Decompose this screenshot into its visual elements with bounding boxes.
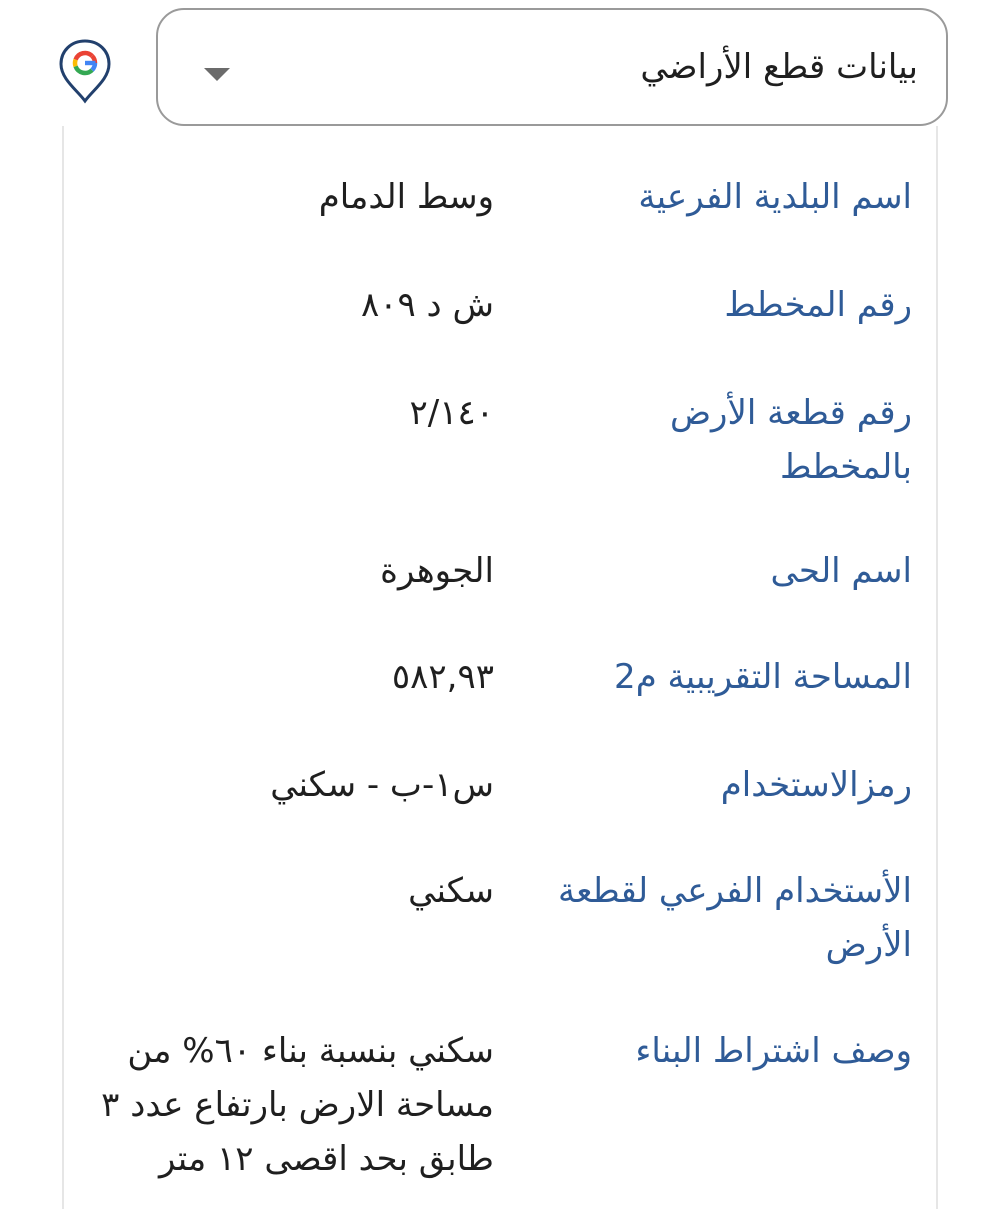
detail-label: رمزالاستخدام bbox=[720, 765, 912, 805]
detail-label: رقم المخطط bbox=[724, 285, 912, 325]
detail-value: الجوهرة bbox=[380, 551, 494, 591]
detail-label: وصف اشتراط البناء bbox=[635, 1031, 912, 1071]
detail-label: رقم قطعة الأرض بالمخطط bbox=[669, 393, 912, 487]
detail-value: س١-ب - سكني bbox=[270, 765, 494, 805]
detail-value: سكني bbox=[408, 871, 494, 911]
detail-label: المساحة التقريبية م2 bbox=[614, 657, 912, 697]
detail-label: اسم البلدية الفرعية bbox=[638, 177, 912, 217]
detail-value: ٥٨٢,٩٣ bbox=[391, 657, 494, 697]
select-value: بيانات قطع الأراضي bbox=[640, 47, 918, 87]
detail-label: الأستخدام الفرعي لقطعة الأرض bbox=[558, 871, 912, 965]
detail-value: ش د ٨٠٩ bbox=[360, 285, 494, 325]
detail-label: اسم الحى bbox=[770, 551, 912, 591]
layer-select-dropdown[interactable] bbox=[156, 8, 948, 126]
detail-value: وسط الدمام bbox=[318, 177, 494, 217]
dropdown-caret-icon bbox=[204, 68, 230, 81]
detail-value: سكني بنسبة بناء ٦٠% من مساحة الارض بارتفاع عدد ٣ طابق بحد اقصى ١٢ متر bbox=[101, 1031, 494, 1179]
detail-value: ٢/١٤٠ bbox=[409, 393, 494, 433]
parcel-details-panel bbox=[62, 126, 938, 1209]
google-location-pin-icon[interactable] bbox=[58, 38, 112, 104]
